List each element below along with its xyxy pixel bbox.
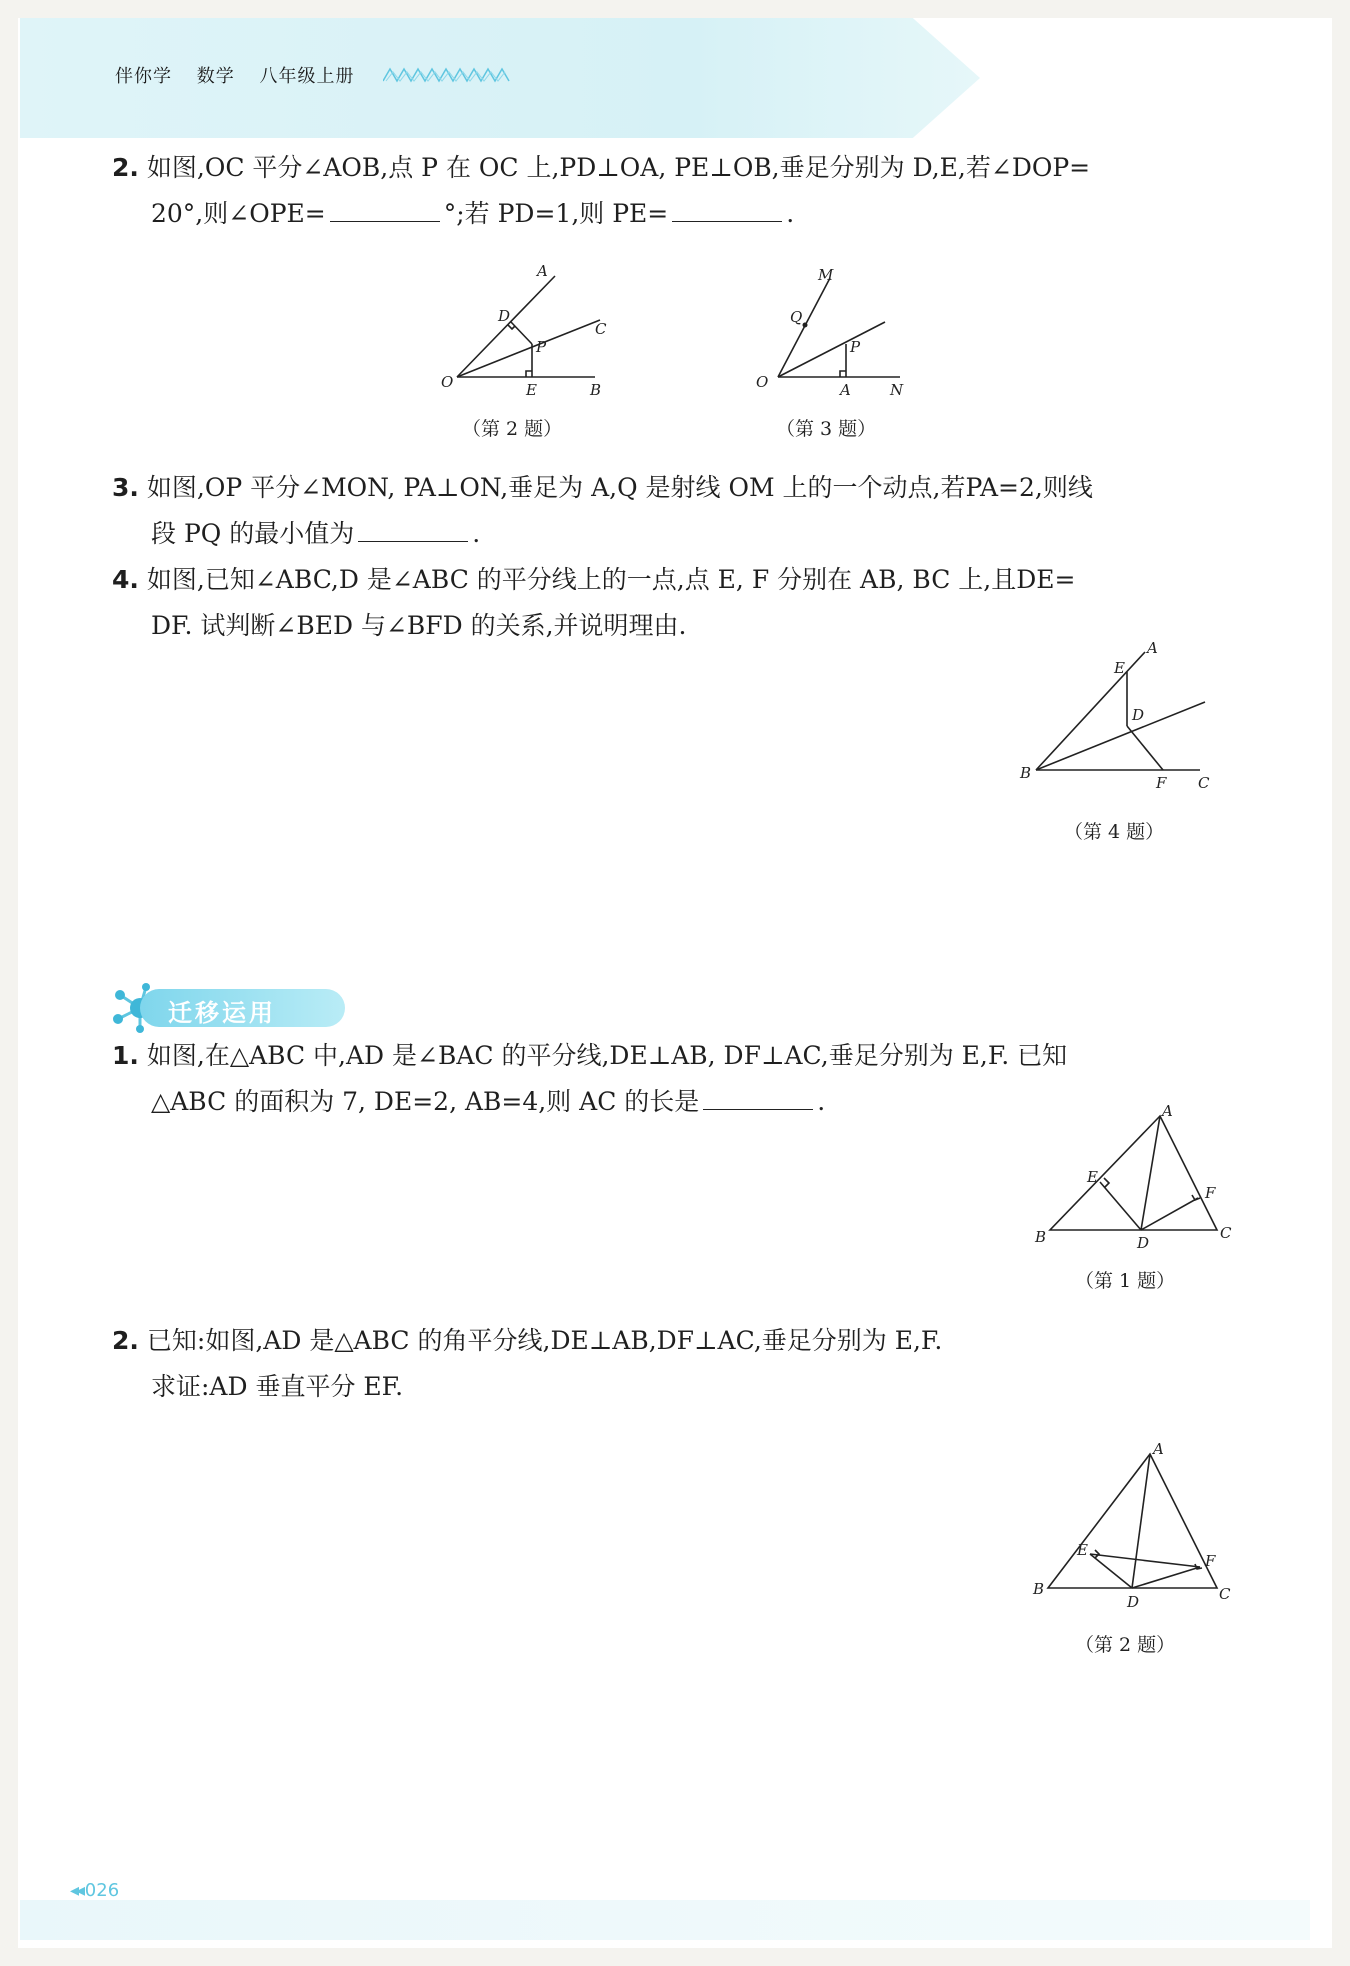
- label-C: C: [1219, 1585, 1231, 1603]
- label-B: B: [1033, 1580, 1045, 1598]
- grade-name: 八年级上册: [259, 66, 355, 87]
- figure-section-2-caption: （第 2 题）: [1075, 1634, 1176, 1656]
- page: [18, 18, 1332, 1948]
- arrow-icon: ◂◂: [70, 1880, 85, 1901]
- label-E: E: [1077, 1541, 1088, 1559]
- figure-2: [435, 262, 615, 402]
- problem-3: [112, 465, 1237, 557]
- label-A: A: [1153, 1440, 1164, 1458]
- problem-4: [112, 557, 1237, 649]
- answer-blank[interactable]: [672, 193, 782, 222]
- section-title: 迁移运用: [168, 999, 276, 1027]
- figure-2-caption: （第 2 题）: [462, 418, 563, 440]
- problem-text: .: [472, 519, 481, 548]
- label-C: C: [595, 320, 607, 338]
- problem-text: .: [786, 199, 795, 228]
- label-C: C: [1198, 774, 1210, 792]
- label-D: D: [498, 307, 511, 325]
- problem-text: 20°,则∠OPE=: [151, 199, 326, 228]
- answer-blank[interactable]: [703, 1081, 813, 1110]
- problem-number: 3.: [112, 473, 139, 502]
- problem-2: [112, 145, 1237, 237]
- problem-text: 段 PQ 的最小值为: [151, 519, 355, 548]
- problem-text: .: [817, 1087, 826, 1116]
- problem-text: 已知:如图,AD 是△ABC 的角平分线,DE⊥AB,DF⊥AC,垂足分别为 E,F.: [146, 1326, 943, 1355]
- figure-section-1: [1025, 1102, 1245, 1252]
- label-F: F: [1156, 774, 1167, 792]
- figure-3: [750, 262, 920, 402]
- label-A: A: [537, 262, 548, 280]
- point-Q: [803, 323, 808, 328]
- problem-text: °;若 PD=1,则 PE=: [443, 199, 669, 228]
- problem-text: △ABC 的面积为 7, DE=2, AB=4,则 AC 的长是: [151, 1087, 700, 1116]
- problem-text: 如图,OP 平分∠MON, PA⊥ON,垂足为 A,Q 是射线 OM 上的一个动点,若PA=2,则线: [146, 473, 1093, 502]
- label-A: A: [840, 381, 851, 399]
- header-title: [115, 62, 372, 88]
- problem-number: 2.: [112, 153, 139, 182]
- page-number-text: 026: [84, 1880, 120, 1901]
- answer-blank[interactable]: [358, 513, 468, 542]
- book-name: 伴你学: [115, 66, 172, 87]
- problem-text: DF. 试判断∠BED 与∠BFD 的关系,并说明理由.: [151, 611, 687, 640]
- label-D: D: [1132, 706, 1145, 724]
- figure-section-1-caption: （第 1 题）: [1075, 1270, 1176, 1292]
- label-M: M: [818, 266, 834, 284]
- problem-number: 1.: [112, 1041, 139, 1070]
- label-C: C: [1220, 1224, 1232, 1242]
- label-B: B: [1020, 764, 1032, 782]
- label-P: P: [536, 338, 547, 356]
- footer-band: [20, 1900, 1310, 1940]
- problem-text: 如图,OC 平分∠AOB,点 P 在 OC 上,PD⊥OA, PE⊥OB,垂足分别为 D,E,若∠DOP=: [146, 153, 1091, 182]
- page-number: [70, 1880, 119, 1901]
- zigzag-decoration: [383, 66, 533, 86]
- label-A: A: [1162, 1102, 1173, 1120]
- label-B: B: [590, 381, 602, 399]
- label-P: P: [850, 338, 861, 356]
- label-N: N: [890, 381, 904, 399]
- label-E: E: [1087, 1168, 1098, 1186]
- label-D: D: [1127, 1593, 1140, 1611]
- label-F: F: [1205, 1552, 1216, 1570]
- label-O: O: [441, 373, 454, 391]
- label-A: A: [1147, 639, 1158, 657]
- figure-4: [1010, 638, 1225, 798]
- problem-text: 如图,已知∠ABC,D 是∠ABC 的平分线上的一点,点 E, F 分别在 AB, BC 上,且DE=: [146, 565, 1076, 594]
- label-O: O: [756, 373, 769, 391]
- problem-number: 4.: [112, 565, 139, 594]
- answer-blank[interactable]: [330, 193, 440, 222]
- label-B: B: [1035, 1228, 1047, 1246]
- label-E: E: [526, 381, 537, 399]
- problem-number: 2.: [112, 1326, 139, 1355]
- label-F: F: [1205, 1184, 1216, 1202]
- problem-text: 如图,在△ABC 中,AD 是∠BAC 的平分线,DE⊥AB, DF⊥AC,垂足分别为 E,F. 已知: [146, 1041, 1068, 1070]
- section-problem-2: [112, 1318, 1237, 1410]
- figure-4-caption: （第 4 题）: [1064, 821, 1165, 843]
- label-E: E: [1114, 659, 1125, 677]
- section-badge: [110, 985, 350, 1031]
- figure-3-caption: （第 3 题）: [776, 418, 877, 440]
- subject-name: 数学: [196, 66, 235, 87]
- figure-section-2: [1025, 1440, 1245, 1620]
- problem-text: 求证:AD 垂直平分 EF.: [151, 1372, 404, 1401]
- label-Q: Q: [790, 308, 803, 326]
- label-D: D: [1137, 1234, 1150, 1252]
